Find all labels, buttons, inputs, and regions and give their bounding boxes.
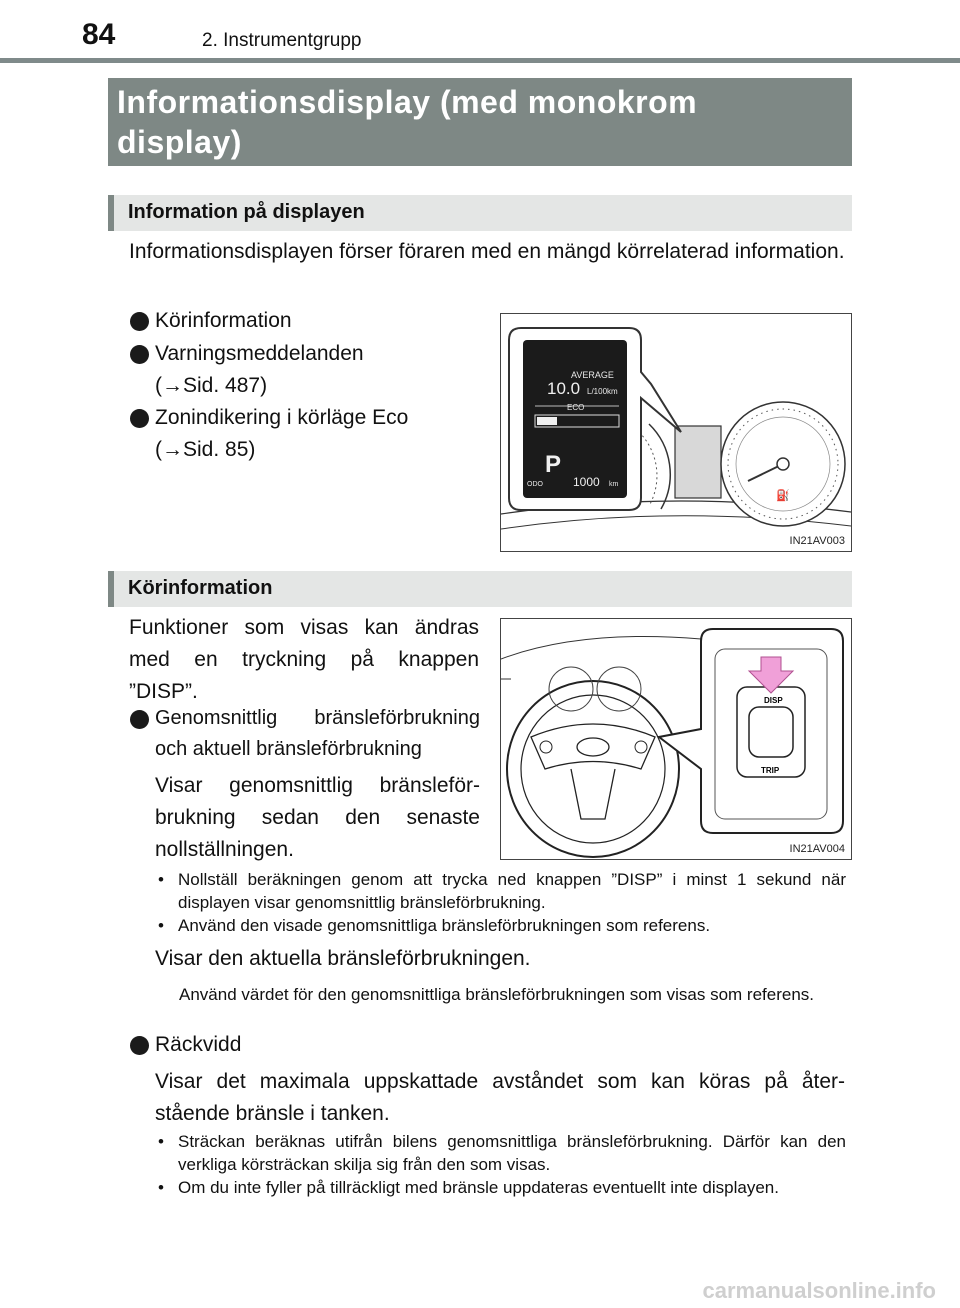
note-item xyxy=(158,1176,846,1199)
figure-code: IN21AV004 xyxy=(789,843,845,855)
section-heading: Information på displayen xyxy=(128,201,365,223)
trip-button-label: TRIP xyxy=(761,766,780,775)
display-odo-unit: km xyxy=(609,481,619,488)
display-unit: L/100km xyxy=(587,387,618,396)
page-reference: (→Sid. 85) xyxy=(155,438,256,461)
display-odo-value: 1000 xyxy=(573,475,600,489)
display-average-value: 10.0 xyxy=(547,379,581,398)
arrow-right-icon: → xyxy=(162,438,183,461)
display-gear: P xyxy=(545,451,562,478)
page-reference-link[interactable]: Sid. 487 xyxy=(183,374,261,397)
page-title xyxy=(117,82,837,162)
page-title-line1: Informationsdisplay (med monokrom xyxy=(117,84,698,120)
header-rule xyxy=(0,58,960,63)
steering-wheel-figure xyxy=(500,618,852,860)
bullet-item: Varningsmeddelanden xyxy=(155,342,364,365)
display-odo-label: ODO xyxy=(527,481,543,488)
bullet-icon xyxy=(130,1036,149,1055)
paragraph: Visar genomsnittlig bränsleför-brukning sedan den senaste nollställningen. xyxy=(155,774,480,861)
bullet-item: Körinformation xyxy=(155,309,292,332)
steering-wheel-illustration xyxy=(501,619,851,859)
bullet-icon xyxy=(130,710,149,729)
figure-code: IN21AV003 xyxy=(789,535,845,547)
section-heading: Körinformation xyxy=(128,577,273,599)
display-average-label: AVERAGE xyxy=(571,370,614,380)
bullet-icon xyxy=(130,312,149,331)
watermark: carmanualsonline.info xyxy=(702,1278,936,1303)
arrow-right-icon: → xyxy=(162,374,183,397)
page-number: 84 xyxy=(82,18,116,51)
note-list xyxy=(158,1130,846,1199)
paragraph: Visar det maximala uppskattade avståndet som kan köras på åter-stående bränsle i tanken. xyxy=(155,1070,845,1125)
note-bullet: • xyxy=(158,870,164,889)
note-text: Använd den visade genomsnittliga bränsleförbrukningen som referens. xyxy=(178,916,711,935)
note-bullet: • xyxy=(158,1132,164,1151)
note-text: Nollställ beräkningen genom att trycka ned knappen ”DISP” i minst 1 sekund när displayen visar genomsnittlig bränsleförbrukning. xyxy=(178,870,846,912)
bullet-item: Räckvidd xyxy=(155,1033,242,1056)
note-item xyxy=(158,914,846,937)
page-title-line2: display) xyxy=(117,124,242,160)
instrument-cluster-illustration xyxy=(501,314,851,551)
disp-button-label: DISP xyxy=(764,696,783,705)
page-reference: (→Sid. 487) xyxy=(155,374,268,397)
bullet-icon xyxy=(130,409,149,428)
display-eco-label: ECO xyxy=(567,403,585,412)
bullet-item: Genomsnittlig bränsleförbrukning och aktuell bränsleförbrukning xyxy=(155,707,480,760)
svg-text:⛽: ⛽ xyxy=(776,490,790,502)
note-bullet: • xyxy=(158,916,164,935)
paragraph-note: Använd värdet för den genomsnittliga bränsleförbrukningen som visas som referens. xyxy=(179,985,815,1004)
bullet-item: Zonindikering i körläge Eco xyxy=(155,406,409,429)
note-bullet: • xyxy=(158,1178,164,1197)
paragraph: Visar den aktuella bränsleförbrukningen. xyxy=(155,947,531,970)
intro-paragraph: Informationsdisplayen förser föraren med en mängd körrelaterad information. xyxy=(129,240,845,263)
chapter-label: 2. Instrumentgrupp xyxy=(202,30,362,51)
intro-paragraph: Funktioner som visas kan ändras med en tryckning på knappen ”DISP”. xyxy=(129,616,479,703)
note-item xyxy=(158,868,846,914)
page-reference-link[interactable]: Sid. 85 xyxy=(183,438,249,461)
note-text: Om du inte fyller på tillräckligt med bränsle uppdateras eventuellt inte displayen. xyxy=(178,1178,779,1197)
note-text: Sträckan beräknas utifrån bilens genomsnittliga bränsleförbrukning. Därför kan den verkliga körsträckan skilja sig från den som visas. xyxy=(178,1132,846,1174)
note-item xyxy=(158,1130,846,1176)
note-list xyxy=(158,868,846,937)
bullet-icon xyxy=(130,345,149,364)
instrument-cluster-figure xyxy=(500,313,852,552)
